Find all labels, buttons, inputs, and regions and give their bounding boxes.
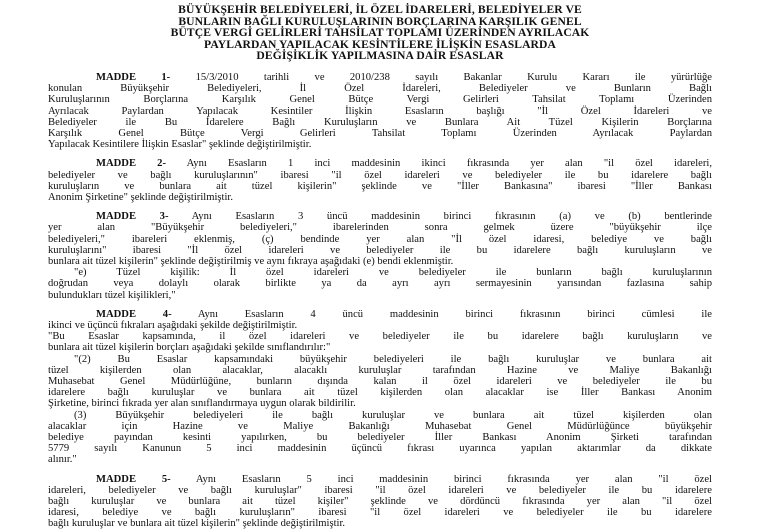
- article-text-line: Kuruluşlarının Borçlarına Karşılık Genel Bütçe Vergi Gelirleri Tahsilat Toplamı Üzerinden: [48, 94, 712, 106]
- article-1: [48, 72, 712, 150]
- article-text-line: kuruluşlarını" ibaresi "İl özel idareleri ve belediyeler ile bu idarelere bağlı kuruluşların ve: [48, 244, 712, 256]
- title-line: PAYLARDAN YAPILACAK KESİNTİLERE İLİŞKİN ESASLARDA: [204, 37, 556, 51]
- article-text-line: Aynı Esasların 5 inci maddesinin birinci fıkrasında yer alan "il özel: [195, 473, 712, 485]
- article-text-line: Muhasebat Genel Müdürlüğüne, bunların dışında kalan il özel idareleri ve belediyeler ile bu: [48, 376, 712, 388]
- title-line: DEĞİŞİKLİK YAPILMASINA DAİR ESASLAR: [256, 49, 504, 63]
- article-text-line: bulundukları tüzel kişilikleri,": [48, 289, 176, 301]
- article-text-line: Yapılacak Kesintilere İlişkin Esaslar" şeklinde değiştirilmiştir.: [48, 139, 312, 151]
- document-title: [54, 4, 706, 62]
- article-text-line: Karşılık Genel Bütçe Vergi Gelirleri Tahsilat Toplamı Üzerinden Ayrılacak Paylardan: [48, 127, 712, 139]
- article-text-line: yer alan "Büyükşehir belediyeleri," ibarelerinden sonra gelmek üzere "büyükşehir ilçe: [48, 222, 712, 234]
- article-text-line: Belediyeler ile Bu İdarelere Bağlı Kuruluşların ve Bunlara Ait Tüzel Kişilerin Borçlarına: [48, 116, 712, 128]
- article-4: [48, 309, 712, 466]
- article-text-line: 5779 sayılı Kanunun 5 inci maddesinin üçüncü fıkrası uyarınca yapılan aktarımlar da dikkate: [48, 443, 712, 455]
- article-text-line: bağlı kuruluşlar ve bunlara ait tüzel kişiler" şeklinde ve dördüncü fıkrasında yer alan "il özel: [48, 496, 712, 508]
- article-text-line: idaresi, belediye ve bağlı kuruluşların" ibaresi "il özel idareleri ve belediyeler ile bu idarelere: [48, 507, 712, 519]
- article-text-line: konulan Büyükşehir Belediyeleri, İl Özel İdareleri, Belediyeler ve Bunların Bağlı: [48, 83, 712, 95]
- article-text-line: belediyeleri," ibareleri eklenmiş, (ç) bendinde yer alan "İl özel idaresi, belediye ve bağlı: [48, 233, 712, 245]
- article-lead: MADDE 1-: [96, 71, 171, 83]
- article-text-line: kuruluşların ve bunlara ait tüzel kişilerin" şeklinde ve "İller Bankasına" ibaresi "İller Bankası: [48, 180, 712, 192]
- article-text-line: belediyeler ve bağlı kuruluşlarının" ibaresi "il özel idareleri ve belediyeler ile bu idarelere bağlı: [48, 169, 712, 181]
- article-text-line: doğrudan veya dolaylı olarak birlikte ya da ayrı ayrı sermayesinin yarısından fazlasına sahip: [48, 278, 712, 290]
- article-lead: MADDE 2-: [96, 158, 167, 170]
- article-text-line: Şirketine, birinci fıkrada yer alan sınıflandırmaya uygun olarak bildirilir.: [48, 398, 356, 410]
- article-text-line: Aynı Esasların 1 inci maddesinin ikinci fıkrasında yer alan "il özel idareleri,: [186, 158, 712, 170]
- article-text-line: (3) Büyükşehir belediyeleri ile bağlı kuruluşlar ve bunlara ait tüzel kişilerden olan: [74, 409, 712, 421]
- article-text-line: belediye payından kesinti yapılırken, bu belediyeler İller Bankası Anonim Şirketi tarafından: [48, 432, 712, 444]
- article-text-line: bağlı kuruluşlar ve bunlara ait tüzel kişilerin" şeklinde değiştirilmiştir.: [48, 518, 346, 530]
- article-lead: MADDE 3-: [96, 211, 169, 223]
- article-text-line: Anonim Şirketine" şeklinde değiştirilmiştir.: [48, 192, 233, 203]
- article-text-line: 15/3/2010 tarihli ve 2010/238 sayılı Bakanlar Kurulu Kararı ile yürürlüğe: [195, 71, 713, 83]
- article-text-line: alacaklar için Hazine ve Maliye Bakanlığı Muhasebat Genel Müdürlüğünce büyükşehir: [48, 420, 712, 432]
- title-line: BÜYÜKŞEHİR BELEDİYELERİ, İL ÖZEL İDARELERİ, BELEDİYELER VE: [178, 3, 582, 16]
- article-text-line: idareleri, belediyeler ve bağlı kuruluşlar" ibaresi "il özel idareleri ve belediyeler ile bu idarelere: [48, 484, 712, 496]
- article-text-line: Ayrılacak Paylardan Yapılacak Kesintiler İlişkin Esasların başlığı "İl Özel İdareleri ve: [48, 105, 712, 117]
- article-text-line: "(2) Bu Esaslar kapsamındaki büyükşehir belediyeleri ile bağlı kuruluşlar ve bunlara ait: [74, 353, 712, 365]
- article-text-line: "Bu Esaslar kapsamında, il özel idareleri ve belediyeler ile bu idarelere bağlı kuruluşların ve: [48, 331, 712, 343]
- article-text-line: bunlara ait tüzel kişilerin" şeklinde değiştirilmiş ve aynı fıkraya aşağıdaki (e) bendi eklenmiştir.: [48, 256, 454, 268]
- article-5: [48, 474, 712, 530]
- article-3: [48, 211, 712, 301]
- article-text-line: alınır.": [48, 454, 77, 466]
- article-lead: MADDE 4-: [96, 308, 172, 320]
- article-text-line: Aynı Esasların 4 üncü maddesinin birinci fıkrasının birinci cümlesi ile: [197, 308, 712, 320]
- article-text-line: idarelere bağlı kuruluşlar ve bunlara ait tüzel kişilerden olan alacaklar ise İller Bankası Anonim: [48, 387, 712, 399]
- article-text-line: bunlara ait tüzel kişilerin borçları aşağıdaki şekilde sınıflandırılır:": [48, 342, 331, 354]
- article-2: [48, 158, 712, 203]
- title-line: BÜTÇE VERGİ GELİRLERİ TAHSİLAT TOPLAMI ÜZERİNDEN AYRILACAK: [170, 26, 590, 40]
- article-text-line: ikinci ve üçüncü fıkraları aşağıdaki şekilde değiştirilmiştir.: [48, 320, 298, 332]
- article-text-line: "e) Tüzel kişilik: İl özel idareleri ve belediyeler ile bunların bağlı kuruluşlarının: [74, 267, 712, 279]
- article-lead: MADDE 5-: [96, 473, 171, 485]
- article-text-line: tüzel kişilerden olan alacaklar, alacaklı kuruluşlar tarafından Hazine ve Maliye Bakanlığı: [48, 364, 712, 376]
- title-line: BUNLARIN BAĞLI KURULUŞLARININ BORÇLARINA KARŞILIK GENEL: [178, 14, 582, 28]
- article-text-line: Aynı Esasların 3 üncü maddesinin birinci fıkrasının (a) ve (b) bentlerinde: [191, 211, 712, 223]
